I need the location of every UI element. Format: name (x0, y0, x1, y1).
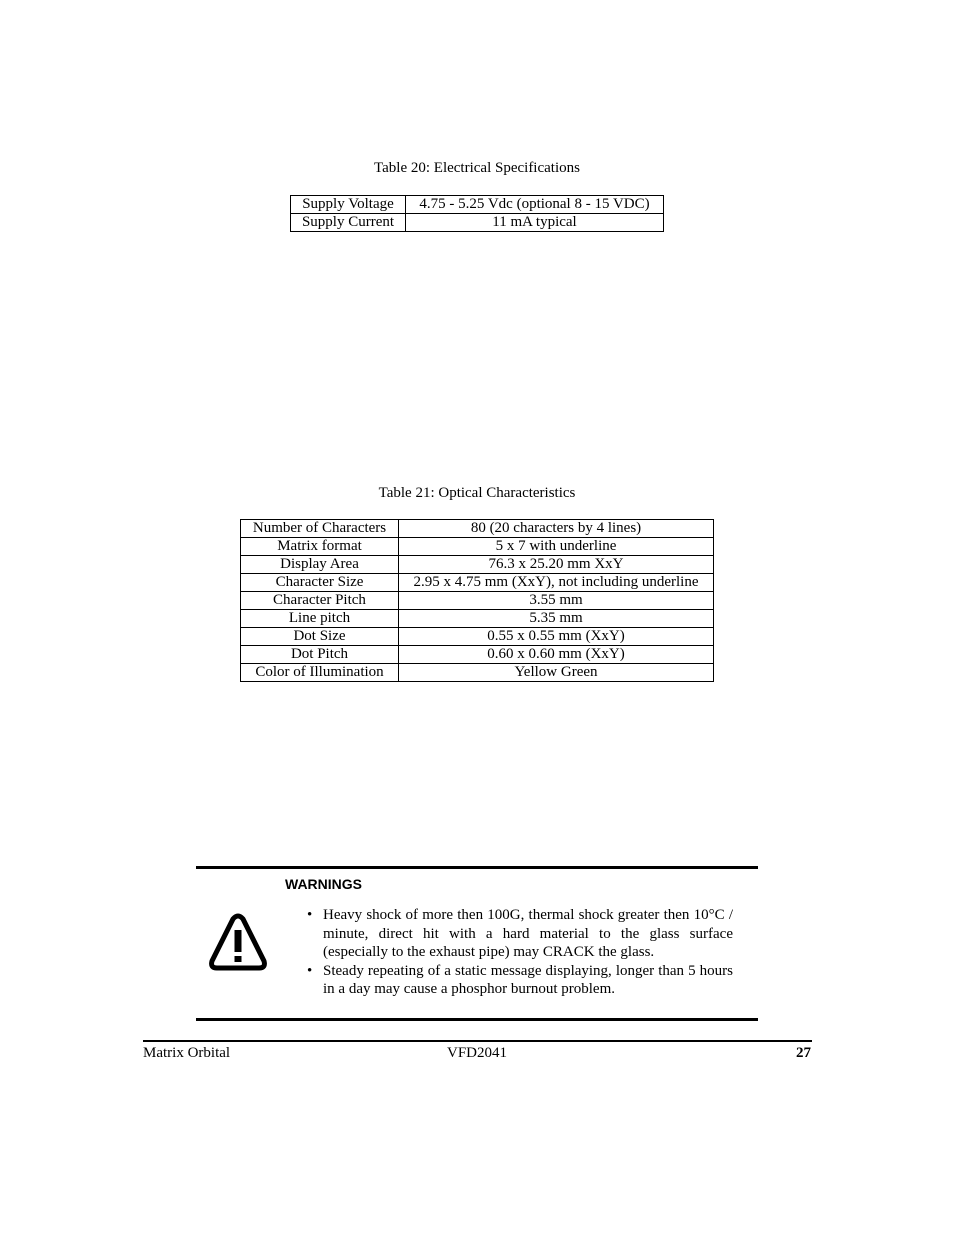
table-cell: 76.3 x 25.20 mm XxY (399, 556, 714, 574)
table-cell: 2.95 x 4.75 mm (XxY), not including underline (399, 574, 714, 592)
table-cell: Character Pitch (241, 592, 399, 610)
table-cell: Display Area (241, 556, 399, 574)
warnings-title: WARNINGS (285, 876, 362, 892)
table-cell: Supply Voltage (291, 196, 406, 214)
page-number: 27 (796, 1045, 811, 1061)
table-row (241, 664, 714, 682)
table-row (241, 610, 714, 628)
table-cell: Matrix format (241, 538, 399, 556)
warning-bottom-rule (196, 1018, 758, 1021)
table-row (291, 214, 664, 232)
table-cell: Supply Current (291, 214, 406, 232)
list-item: • Steady repeating of a static message displaying, longer than 5 hours in a day may cause a phosphor burnout problem. (305, 962, 733, 999)
table-cell: Number of Characters (241, 520, 399, 538)
warnings-list (305, 906, 733, 999)
table-cell: 3.55 mm (399, 592, 714, 610)
table-cell: 0.60 x 0.60 mm (XxY) (399, 646, 714, 664)
table-cell: 0.55 x 0.55 mm (XxY) (399, 628, 714, 646)
table-cell: 11 mA typical (406, 214, 664, 232)
warning-triangle-icon (209, 913, 267, 971)
table-row (241, 538, 714, 556)
list-item: • Heavy shock of more then 100G, thermal shock greater then 10°C / minute, direct hit with a hard material to the glass surface (especially to the exhaust pipe) may CRACK the glass. (305, 906, 733, 962)
table-21-caption: Table 21: Optical Characteristics (378, 485, 576, 501)
footer-model: VFD2041 (447, 1045, 508, 1061)
table-cell: Yellow Green (399, 664, 714, 682)
table-row (241, 592, 714, 610)
table-cell: Dot Size (241, 628, 399, 646)
warning-top-rule (196, 866, 758, 869)
table-cell: 5.35 mm (399, 610, 714, 628)
table-row (241, 646, 714, 664)
table-cell: 80 (20 characters by 4 lines) (399, 520, 714, 538)
table-row (241, 628, 714, 646)
table-cell: Line pitch (241, 610, 399, 628)
table-row (241, 556, 714, 574)
footer-rule (143, 1040, 812, 1042)
table-20-caption: Table 20: Electrical Specifications (374, 160, 580, 176)
table-row (241, 574, 714, 592)
table-cell: 4.75 - 5.25 Vdc (optional 8 - 15 VDC) (406, 196, 664, 214)
table-row (241, 520, 714, 538)
footer-publisher: Matrix Orbital (143, 1045, 231, 1061)
table-cell: Color of Illumination (241, 664, 399, 682)
electrical-specifications-table (290, 195, 664, 232)
optical-characteristics-table (240, 519, 714, 682)
table-cell: Dot Pitch (241, 646, 399, 664)
table-row (291, 196, 664, 214)
table-cell: Character Size (241, 574, 399, 592)
table-cell: 5 x 7 with underline (399, 538, 714, 556)
